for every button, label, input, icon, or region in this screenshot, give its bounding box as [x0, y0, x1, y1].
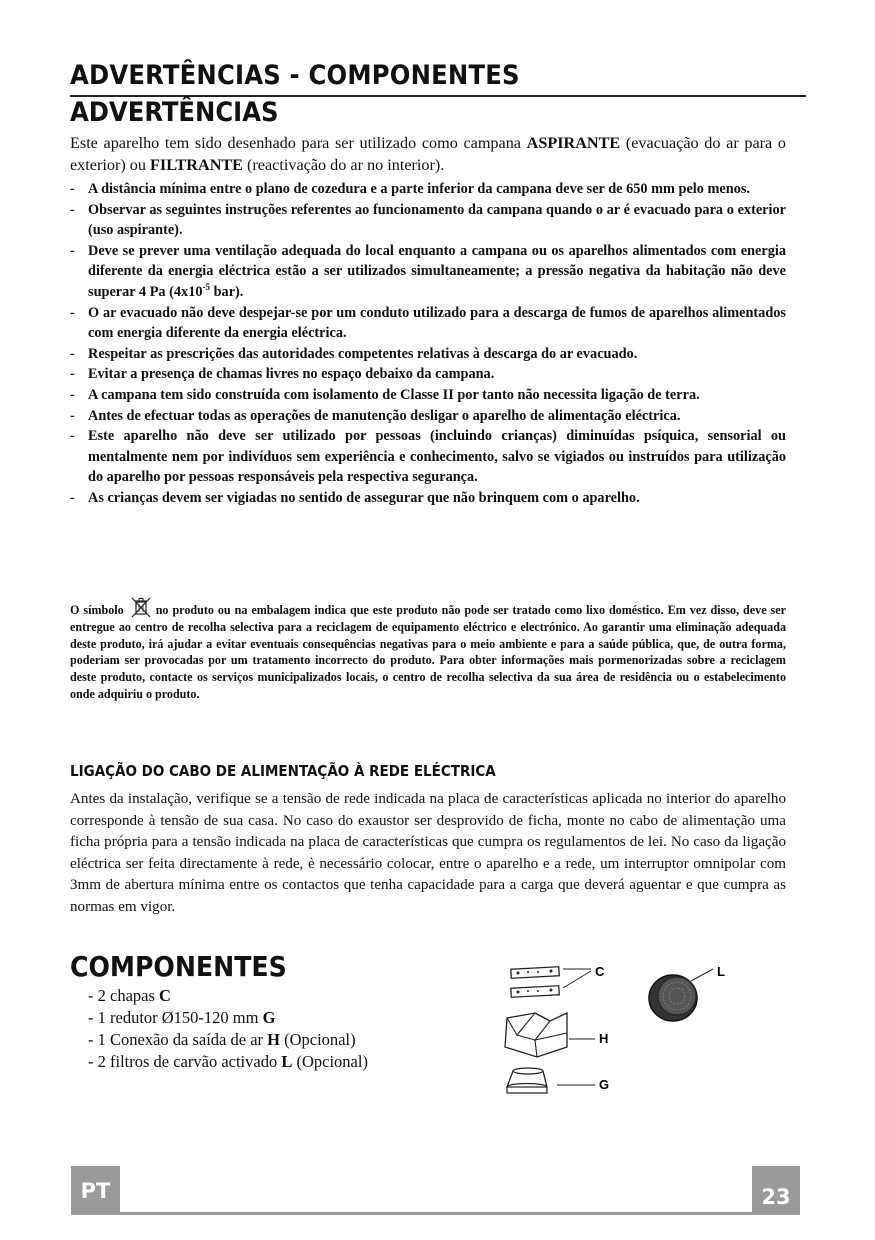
intro-filtrante: FILTRANTE	[150, 156, 243, 174]
footer-rule	[120, 1212, 752, 1215]
list-item: - A distância mínima entre o plano de cozedura e a parte inferior da campana deve ser de 650 mm pelo menos.	[70, 181, 750, 197]
carbon-filter-l-icon	[649, 969, 713, 1021]
language-tab: PT	[71, 1166, 120, 1215]
list-item: - 1 Conexão da saída de ar H (Opcional)	[88, 1030, 356, 1049]
label-c: C	[595, 964, 605, 979]
components-diagram	[495, 955, 755, 1100]
connection-heading: LIGAÇÃO DO CABO DE ALIMENTAÇÃO À REDE ELÉCTRICA	[70, 762, 496, 780]
warnings-intro	[70, 132, 786, 176]
warnings-list	[70, 179, 786, 509]
crossed-wheelie-bin-icon	[130, 596, 152, 618]
intro-aspirante: ASPIRANTE	[526, 134, 621, 152]
pressure-exponent: -5	[202, 282, 211, 293]
page-number: 23	[761, 1185, 791, 1209]
page-number-tab	[752, 1166, 800, 1215]
list-item: - As crianças devem ser vigiadas no sentido de assegurar que não brinquem com o aparelho.	[70, 489, 640, 506]
intro-part2: (evacuação do ar para o exterior) ou	[70, 134, 786, 174]
label-h: H	[599, 1031, 609, 1046]
list-item: - 1 redutor Ø150-120 mm G	[88, 1008, 276, 1027]
plate-c-icon	[511, 967, 591, 997]
reducer-g-icon	[507, 1068, 595, 1093]
list-item: - A campana tem sido construída com isolamento de Classe II por tanto não necessita ligação de terra.	[70, 386, 700, 403]
page-title: ADVERTÊNCIAS - COMPONENTES	[70, 60, 520, 91]
list-item: - 2 filtros de carvão activado L (Opcional)	[88, 1052, 368, 1071]
air-outlet-h-icon	[505, 1013, 595, 1057]
warnings-heading: ADVERTÊNCIAS	[70, 97, 279, 128]
label-g: G	[599, 1077, 610, 1092]
weee-notice: O símbolo no produto ou na embalagem indica que este produto não pode ser tratado como lixo doméstico. Em vez disso, deve ser entregue ao centro de recolha selectiva para a reciclagem de equipamento eléctrico e electrónico. Ao garantir uma eliminação adequada deste produto, irá ajudar a evitar eventuais consequências negativas para o meio ambiente e para a saúde pública, que, de outra forma, poderiam ser provocadas por um tratamento incorrecto do produto. Para obter informações mais pormenorizadas sobre a reciclagem deste produto, contacte os serviços municipalizados locais, o centro de recolha selectiva da sua área de residência ou o estabelecimento onde adquiriu o produto.	[70, 596, 786, 703]
list-item: - Observar as seguintes instruções referentes ao funcionamento da campana quando o ar é evacuado para o exterior (uso aspirante).	[70, 201, 786, 239]
intro-part3: (reactivação do ar no interior).	[242, 156, 445, 174]
list-item: - Deve se prever uma ventilação adequada do local enquanto a campana ou os aparelhos alimentados com energia diferente da energia eléctrica estão a ser utilizados simultaneamente; a pressão negativa da habitação não deve superar 4 Pa ($4x10^{-5}$ bar).	[70, 242, 786, 300]
components-heading: COMPONENTES	[70, 950, 287, 983]
list-item: - 2 chapas C	[88, 986, 171, 1005]
intro-part1: Este aparelho tem sido desenhado para ser utilizado como campana	[70, 134, 527, 152]
list-item: - Este aparelho não deve ser utilizado por pessoas (incluindo crianças) diminuídas psíquica, sensorial ou mentalmente nem por indivíduos sem experiência e conhecimento, salvo se vigiados ou instruídos para utilização do aparelho por pessoas responsáveis pela respectiva segurança.	[70, 428, 786, 486]
label-l: L	[717, 964, 725, 979]
list-item: - Antes de efectuar todas as operações de manutenção desligar o aparelho de alimentação eléctrica.	[70, 407, 681, 424]
components-list	[88, 985, 368, 1073]
connection-text: Antes da instalação, verifique se a tensão de rede indicada na placa de características aplicada no interior do aparelho corresponde à tensão de sua casa. No caso do exaustor ser desprovido de ficha, monte no cabo de alimentação uma ficha própria para a tensão indicada na placa de características que cumpra os regulamentos de lei. No caso da ligação eléctrica ser feita directamente à rede, è necessário colocar, entre o aparelho e a rede, um interruptor omnipolar com 3mm de abertura mínima entre os contactos que tenha capacidade para a carga que deverá aguentar e que cumpra as normas em vigor.	[70, 791, 786, 915]
list-item: - Respeitar as prescrições das autoridades competentes relativas à descarga do ar evacuado.	[70, 345, 638, 362]
list-item: - Evitar a presença de chamas livres no espaço debaixo da campana.	[70, 366, 495, 383]
list-item: - O ar evacuado não deve despejar-se por um conduto utilizado para a descarga de fumos de aparelhos alimentados com energia diferente da energia eléctrica.	[70, 304, 786, 342]
